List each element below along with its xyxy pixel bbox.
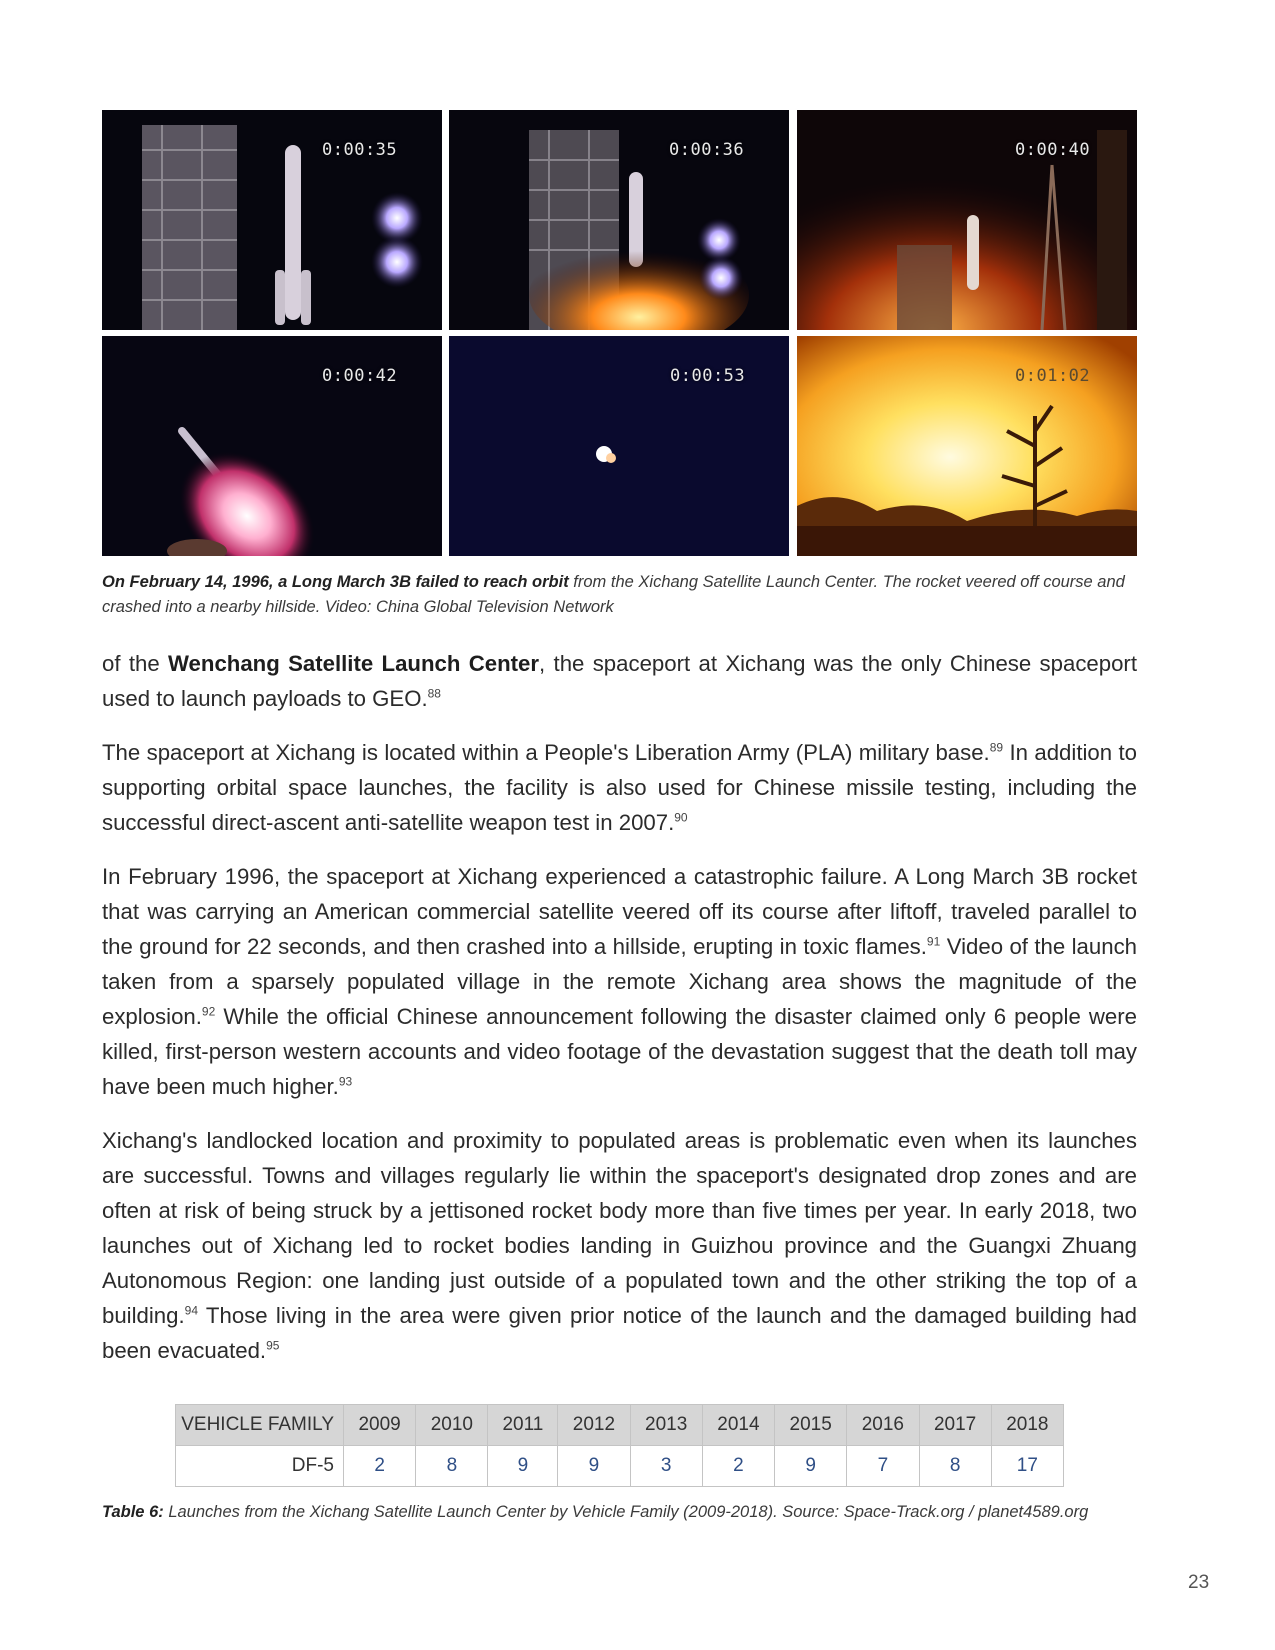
text-run: Those living in the area were given prior notice of the launch and the damaged building had been evacuated.: [102, 1303, 1137, 1363]
table-cell: 2: [702, 1446, 774, 1487]
footnote-ref[interactable]: 93: [338, 1074, 353, 1089]
header-year: 2016: [847, 1405, 919, 1446]
table-header-row: [176, 1405, 1064, 1446]
header-vehicle-family: VEHICLE FAMILY: [176, 1405, 344, 1446]
video-frame-5: [449, 336, 789, 556]
header-year: 2009: [344, 1405, 416, 1446]
table-caption-label: Table 6:: [102, 1503, 164, 1521]
footnote-ref[interactable]: 95: [266, 1338, 280, 1353]
text-run: of the: [102, 651, 169, 676]
text-run: Video of the launch taken from a sparsely populated village in the remote Xichang area shows the magnitude of the explosion.: [102, 934, 1138, 1029]
header-year: 2013: [630, 1405, 702, 1446]
table-caption-text: Launches from the Xichang Satellite Launch Center by Vehicle Family (2009-2018). Source: Space-Track.org / planet4589.org: [163, 1503, 1089, 1521]
text-run: In addition to supporting orbital space launches, the facility is also used for Chinese missile testing, including the successful direct-ascent anti-satellite weapon test in 2007.: [102, 740, 1137, 835]
table-cell: 8: [919, 1446, 991, 1487]
frame-timestamp: 0:00:36: [669, 140, 745, 160]
footnote-ref[interactable]: 92: [201, 1004, 216, 1019]
page-number: 23: [1188, 1572, 1210, 1593]
table-cell: 2: [344, 1446, 416, 1487]
video-frame-6: [797, 336, 1137, 556]
paragraph-2: [102, 735, 1137, 840]
table-row: [176, 1446, 1064, 1487]
figure-caption: [102, 570, 1142, 620]
video-frame-4: [102, 336, 442, 556]
table-cell: 7: [847, 1446, 919, 1487]
paragraph-1: [102, 646, 1137, 716]
table-cell: 9: [558, 1446, 630, 1487]
video-frame-2: [449, 110, 789, 330]
paragraph-4: [102, 1123, 1137, 1368]
footnote-ref[interactable]: 89: [989, 740, 1004, 755]
frame-timestamp: 0:00:53: [670, 366, 746, 386]
article-body: [102, 646, 1137, 1387]
table-cell: 9: [488, 1446, 558, 1487]
text-run: While the official Chinese announcement following the disaster claimed only 6 people were killed, first-person western accounts and video footage of the devastation suggest that the death toll may have been much higher.: [102, 1004, 1137, 1099]
header-year: 2011: [488, 1405, 558, 1446]
row-label: DF-5: [176, 1446, 344, 1487]
header-year: 2012: [558, 1405, 630, 1446]
footnote-ref[interactable]: 91: [926, 934, 941, 949]
frame-timestamp: 0:00:40: [1015, 140, 1091, 160]
header-year: 2018: [991, 1405, 1063, 1446]
launch-failure-photo-grid: [102, 110, 1137, 555]
figure-caption-text: from the Xichang Satellite Launch Center. The rocket veered off course and crashed into a nearby hillside. Video: China Global Television Network: [102, 573, 1125, 616]
table-caption: [102, 1503, 1202, 1522]
bold-term: Wenchang Satellite Launch Center: [168, 651, 540, 676]
frame-timestamp: 0:00:35: [322, 140, 398, 160]
footnote-ref[interactable]: 94: [184, 1303, 199, 1318]
figure-caption-bold: On February 14, 1996, a Long March 3B failed to reach orbit: [102, 573, 569, 591]
table-cell: 9: [775, 1446, 847, 1487]
text-run: , the spaceport at Xichang was the only Chinese spaceport used to launch payloads to GEO.: [102, 651, 1137, 711]
frame-timestamp: 0:00:42: [322, 366, 398, 386]
text-run: The spaceport at Xichang is located within a People's Liberation Army (PLA) military base.: [102, 740, 990, 765]
table-cell: 3: [630, 1446, 702, 1487]
paragraph-3: [102, 859, 1137, 1104]
video-frame-1: [102, 110, 442, 330]
video-frame-3: [797, 110, 1137, 330]
footnote-ref[interactable]: 90: [674, 810, 688, 825]
header-year: 2010: [416, 1405, 488, 1446]
footnote-ref[interactable]: 88: [427, 686, 441, 701]
frame-timestamp: 0:01:02: [1015, 366, 1091, 386]
header-year: 2014: [702, 1405, 774, 1446]
header-year: 2015: [775, 1405, 847, 1446]
table-cell: 17: [991, 1446, 1063, 1487]
text-run: In February 1996, the spaceport at Xichang experienced a catastrophic failure. A Long March 3B rocket that was carrying an American commercial satellite veered off its course after liftoff, traveled parallel to the ground for 22 seconds, and then crashed into a hillside, erupting in toxic flames.: [102, 864, 1137, 959]
header-year: 2017: [919, 1405, 991, 1446]
text-run: Xichang's landlocked location and proximity to populated areas is problematic even when its launches are successful. Towns and villages regularly lie within the spaceport's designated drop zones and are often at risk of being struck by a jettisoned rocket body more than five times per year. In early 2018, two launches out of Xichang led to rocket bodies landing in Guizhou province and the Guangxi Zhuang Autonomous Region: one landing just outside of a populated town and the other striking the top of a building.: [102, 1128, 1137, 1328]
launches-table: [175, 1404, 1064, 1487]
table-cell: 8: [416, 1446, 488, 1487]
